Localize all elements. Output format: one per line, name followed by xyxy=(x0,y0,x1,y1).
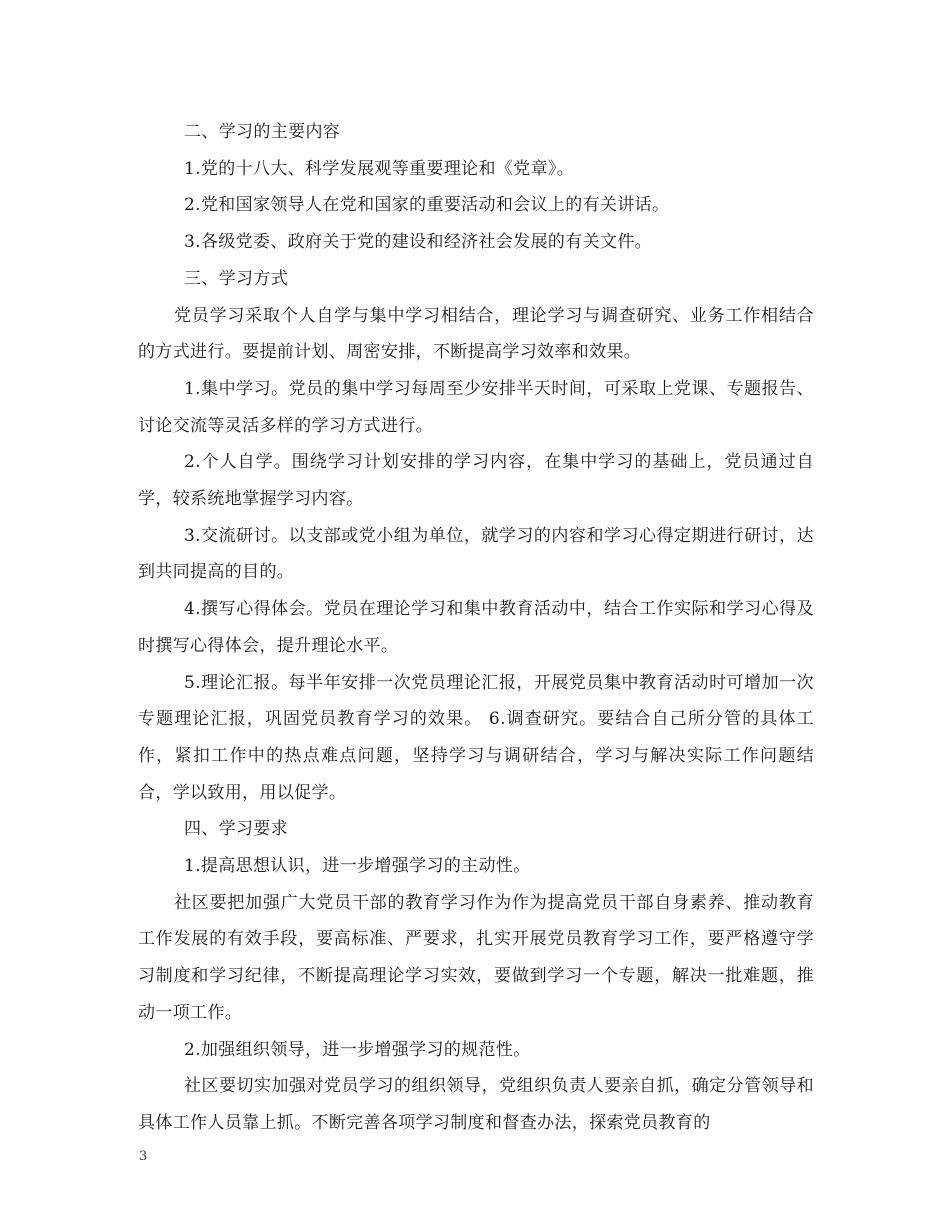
requirement-item-1: 1.提高思想认识，进一步增强学习的主动性。 xyxy=(184,856,531,877)
method-item-4: 4.撰写心得体会。党员在理论学习和集中教育活动中，结合工作实际和学习心得及时撰写心得体会，提升理论水平。 xyxy=(138,599,814,656)
document-body xyxy=(138,114,814,1142)
method-item-1: 1.集中学习。党员的集中学习每周至少安排半天时间，可采取上党课、专题报告、讨论交流等灵活多样的学习方式进行。 xyxy=(138,378,814,436)
requirement-1-paragraph: 社区要把加强广大党员干部的教育学习作为作为提高党员干部自身素养、推动教育工作发展的有效手段，要高标准、严要求，扎实开展党员教育学习工作，要严格遵守学习制度和学习纪律，不断提高理论学习实效，要做到学习一个专题，解决一批难题，推动一项工作。 xyxy=(138,892,814,1023)
method-item-5-6: 5.理论汇报。每半年安排一次党员理论汇报，开展党员集中教育活动时可增加一次专题理论汇报，巩固党员教育学习的效果。 6.调查研究。要结合自己所分管的具体工作，紧扣工作中的热点难点问题，坚持学习与调研结合，学习与解决实际工作问题结合，学以致用，用以促学。 xyxy=(138,672,814,803)
heading-study-requirements: 四、学习要求 xyxy=(184,819,289,840)
content-item-3: 3.各级党委、政府关于党的建设和经济社会发展的有关文件。 xyxy=(184,232,653,253)
content-item-2: 2.党和国家领导人在党和国家的重要活动和会议上的有关讲话。 xyxy=(184,195,670,216)
heading-main-content: 二、学习的主要内容 xyxy=(184,122,341,142)
requirement-2-paragraph: 社区要切实加强对党员学习的组织领导，党组织负责人要亲自抓，确定分管领导和具体工作人员靠上抓。不断完善各项学习制度和督查办法，探索党员教育的 xyxy=(138,1076,814,1133)
method-intro-paragraph: 党员学习采取个人自学与集中学习相结合，理论学习与调查研究、业务工作相结合的方式进行。要提前计划、周密安排，不断提高学习效率和效果。 xyxy=(138,305,814,363)
requirement-item-2: 2.加强组织领导，进一步增强学习的规范性。 xyxy=(184,1039,531,1060)
heading-study-method: 三、学习方式 xyxy=(184,268,289,289)
method-item-3: 3.交流研讨。以支部或党小组为单位，就学习的内容和学习心得定期进行研讨，达到共同提高的目的。 xyxy=(138,525,814,583)
content-item-1: 1.党的十八大、科学发展观等重要理论和《党章》。 xyxy=(184,158,575,179)
page-number: 3 xyxy=(139,1149,148,1164)
method-item-2: 2.个人自学。围绕学习计划安排的学习内容，在集中学习的基础上，党员通过自学，较系统地掌握学习内容。 xyxy=(138,452,814,510)
